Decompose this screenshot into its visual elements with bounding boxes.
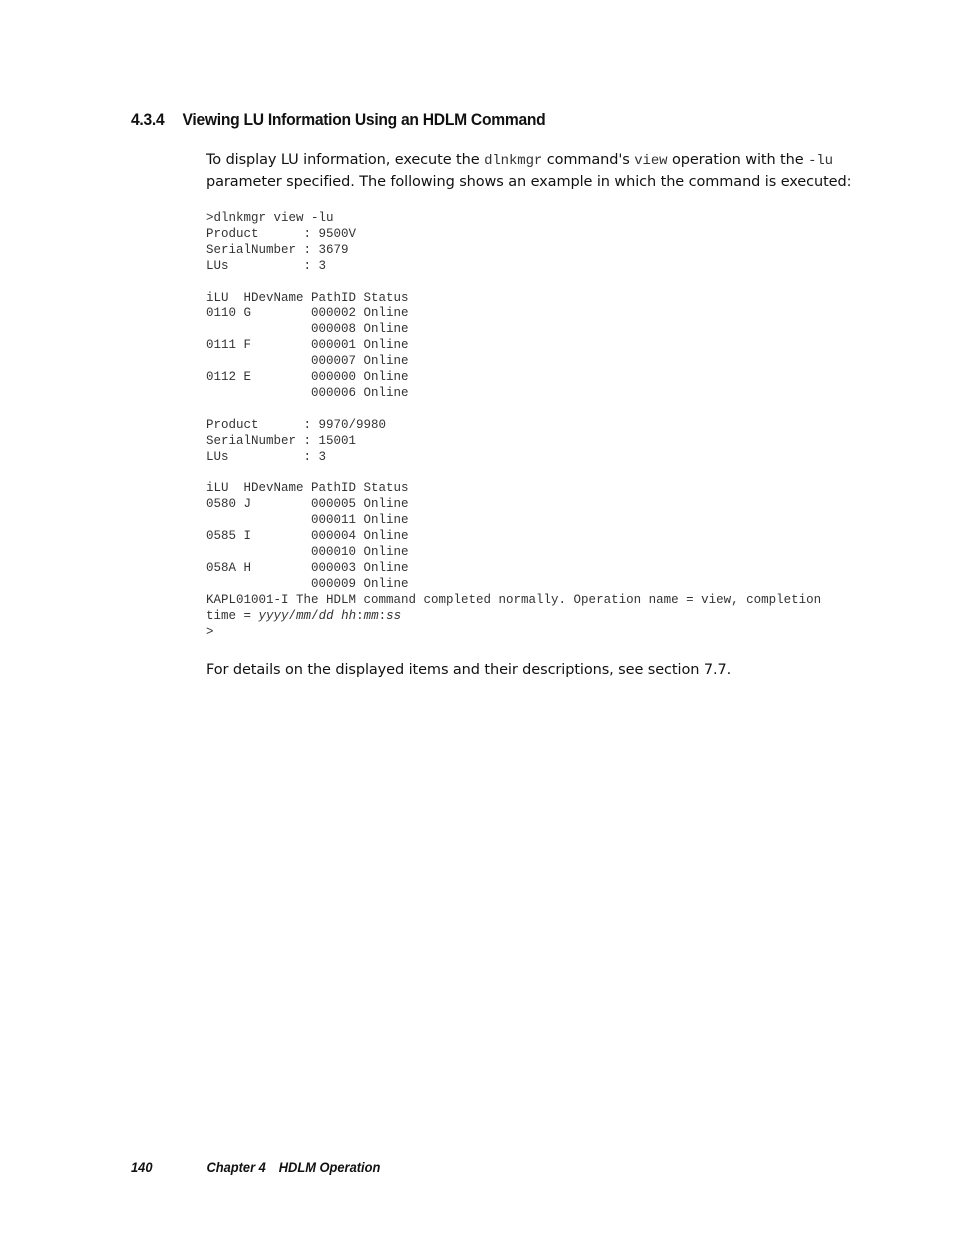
code-line: 0110 G 000002 Online <box>206 306 409 321</box>
page-footer <box>131 1159 380 1175</box>
code-line: 0112 E 000000 Online <box>206 370 409 385</box>
intro-text-3: operation with the <box>667 152 809 168</box>
footer-chapter: Chapter 4 <box>206 1159 266 1175</box>
intro-operation-view: view <box>634 153 668 169</box>
code-line: SerialNumber : 3679 <box>206 242 349 257</box>
section-title: Viewing LU Information Using an HDLM Command <box>182 110 546 129</box>
code-time-min: mm <box>363 608 379 623</box>
section-number: 4.3.4 <box>131 110 165 129</box>
code-line: 000011 Online <box>311 513 409 528</box>
code-line: 000009 Online <box>311 576 409 591</box>
page-number: 140 <box>131 1159 153 1175</box>
code-time-prefix: time = <box>206 608 259 623</box>
code-prompt: > <box>206 624 214 639</box>
code-line: 0111 F 000001 Online <box>206 338 409 353</box>
code-colon: : <box>356 608 364 623</box>
code-line: 0585 I 000004 Online <box>206 529 409 544</box>
code-line: 058A H 000003 Online <box>206 560 409 575</box>
details-paragraph: For details on the displayed items and their descriptions, see section 7.7. <box>206 662 732 678</box>
command-output-example <box>206 211 821 640</box>
code-line: >dlnkmgr view -lu <box>206 211 334 225</box>
section-heading <box>131 110 545 130</box>
code-line: Product : 9500V <box>206 226 357 241</box>
code-line: 000006 Online <box>311 385 409 400</box>
code-line: 000007 Online <box>311 354 409 369</box>
code-line: Product : 9970/9980 <box>206 417 387 432</box>
code-time-yyyy: yyyy <box>258 608 289 623</box>
code-line: LUs : 3 <box>206 258 327 273</box>
footer-chapter-title: HDLM Operation <box>278 1159 381 1175</box>
intro-paragraph <box>206 150 856 193</box>
code-line: iLU HDevName PathID Status <box>206 481 409 496</box>
code-time-hh: hh <box>341 608 357 623</box>
code-colon: : <box>378 608 387 623</box>
code-lines <box>206 211 821 607</box>
code-line: 0580 J 000005 Online <box>206 497 409 512</box>
code-line: KAPL01001-I The HDLM command completed normally. Operation name = view, completion <box>206 592 822 607</box>
intro-text-1: To display LU information, execute the <box>206 152 485 168</box>
code-line: 000010 Online <box>311 545 409 560</box>
code-time-dd: dd <box>318 608 334 623</box>
intro-text-2: command's <box>542 152 635 168</box>
intro-text-4: parameter specified. The following shows an example in which the command is executed: <box>206 174 852 190</box>
code-time-mm: mm <box>296 608 312 623</box>
code-line: iLU HDevName PathID Status <box>206 290 409 305</box>
intro-command-dlnkmgr: dlnkmgr <box>484 153 543 169</box>
code-time-ss: ss <box>386 608 402 623</box>
code-space <box>334 609 342 623</box>
code-sep: / <box>288 608 297 623</box>
code-line: 000008 Online <box>311 322 409 337</box>
intro-param-lu: -lu <box>808 153 833 169</box>
code-line: LUs : 3 <box>206 449 327 464</box>
code-line: SerialNumber : 15001 <box>206 433 357 448</box>
code-sep: / <box>311 608 319 623</box>
